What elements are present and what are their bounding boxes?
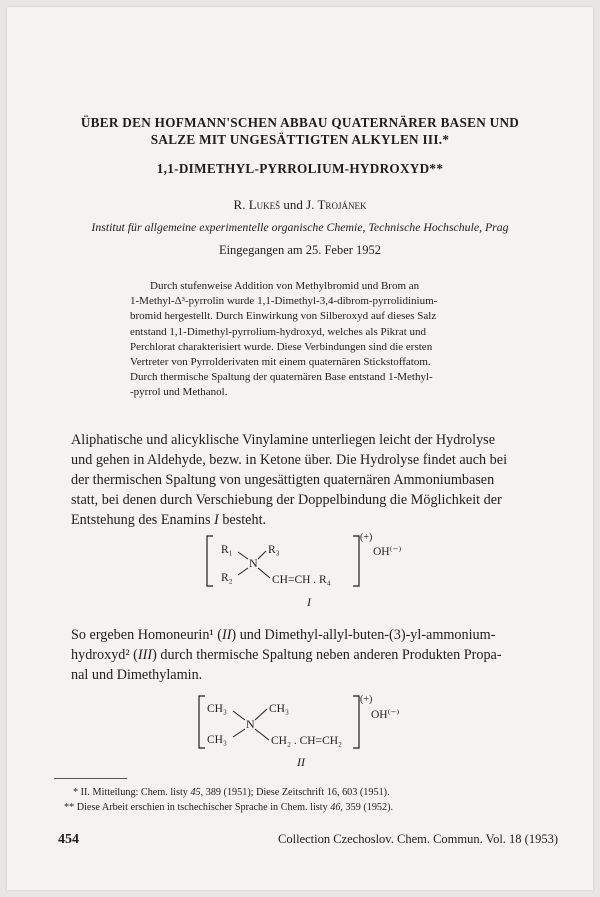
compound-ref-III: III (137, 647, 153, 663)
bond-r1-n (238, 552, 248, 559)
footnote-2 (64, 800, 544, 815)
body-text-run: besteht. (222, 512, 267, 528)
bond-r2-n (238, 568, 248, 575)
formula-label-I: I (307, 595, 311, 609)
formula-charge: (+) (360, 532, 373, 543)
authors-and: und (283, 197, 303, 212)
abstract-line: 1-Methyl-Δ³-pyrrolin wurde 1,1-Dimethyl-3,4-dibrom-pyrrolidinium- (130, 295, 438, 308)
footnote-1 (64, 785, 544, 800)
body-line (71, 625, 559, 645)
article-title (0, 114, 600, 148)
right-bracket (353, 696, 359, 748)
body-text-run: hydroxyd² ( (71, 647, 138, 663)
formula-r2: R₂ (221, 572, 233, 584)
right-bracket (353, 536, 359, 586)
journal-reference: Collection Czechoslov. Chem. Commun. Vol. 18 (1953) (278, 832, 558, 846)
compound-ref-II: II (221, 627, 232, 643)
bond-n-chain (255, 729, 269, 740)
body-text-run: ) durch thermische Spaltung neben anderen Produkten Propa- (152, 647, 502, 663)
footnote-text: 389 (1951); Diese Zeitschrift 16, 603 (1951). (205, 787, 390, 798)
body-line (71, 645, 559, 665)
body-line: Aliphatische und alicyklische Vinylamine unterliegen leicht der Hydrolyse (71, 432, 495, 448)
institute: Institut für allgemeine experimentelle organische Chemie, Technische Hochschule, Prag (91, 220, 509, 234)
paragraph-2 (71, 625, 559, 685)
body-line: nal und Dimethylamin. (71, 667, 203, 683)
bond-n-chain (258, 568, 270, 578)
footnote-volume: 46, (330, 802, 343, 813)
structure-formula-II (195, 690, 455, 777)
body-text-run: So ergeben Homoneurin¹ ( (71, 627, 222, 643)
author-lukes: R. Lukeš (233, 197, 281, 212)
title-line-1: ÜBER DEN HOFMANN'SCHEN ABBAU QUATERNÄRER BASEN UND (80, 115, 520, 130)
body-line: der thermischen Spaltung von ungesättigten quaternären Ammoniumbasen (71, 472, 495, 488)
formula-hydroxide: OH⁽⁻⁾ (371, 709, 400, 721)
paragraph-1 (71, 430, 559, 530)
formula-r1: R₁ (221, 544, 233, 556)
abstract-line: Durch thermische Spaltung der quaternären Base entstand 1-Methyl- (130, 371, 433, 384)
body-line (71, 510, 559, 530)
abstract (130, 279, 528, 401)
formula-nitrogen: N (249, 556, 258, 570)
footnotes (64, 785, 544, 815)
footnote-text: 359 (1952). (345, 802, 394, 813)
formula-nitrogen: N (246, 717, 255, 731)
formula-II-drawing (195, 690, 455, 772)
bond-ch3-n-bottom (233, 729, 245, 737)
left-bracket (199, 696, 205, 748)
body-line: und gehen in Aldehyde, bezw. in Ketone über. Die Hydrolyse findet auch bei (71, 452, 508, 468)
formula-I-drawing (195, 530, 445, 612)
bond-n-r3 (258, 551, 266, 559)
received-date: Eingegangen am 25. Feber 1952 (218, 243, 382, 257)
footnote-text: ** Diese Arbeit erschien in tschechischer Sprache in Chem. listy (64, 802, 328, 813)
structure-formula-I (195, 530, 445, 617)
abstract-line: Perchlorat charakterisiert wurde. Diese Verbindungen sind die ersten (130, 340, 433, 353)
formula-hydroxide: OH⁽⁻⁾ (373, 546, 402, 558)
compound-ref-I: I (214, 512, 219, 528)
footnote-volume: 45, (190, 787, 204, 798)
bond-ch3-n-top (233, 711, 245, 720)
formula-chain: CH₂ . CH=CH₂ (271, 735, 343, 747)
footnote-rule (54, 778, 127, 779)
body-text-run: Entstehung des Enamins (71, 512, 211, 528)
body-text-run: ) und Dimethyl-allyl-buten-(3)-yl-ammonium- (231, 627, 496, 643)
abstract-line: Durch stufenweise Addition von Methylbromid und Brom an (150, 280, 420, 292)
footnote-text: * II. Mitteilung: Chem. listy (73, 787, 188, 798)
article-subtitle: 1,1-DIMETHYL-PYRROLIUM-HYDROXYD** (156, 161, 444, 176)
formula-ch3-bottom-left: CH₃ (207, 734, 227, 746)
body-line: statt, bei denen durch Verschiebung der Doppelbindung die Möglichkeit der (71, 492, 502, 508)
bond-n-ch3-right (255, 709, 267, 720)
formula-charge: (+) (360, 694, 373, 705)
formula-r3: R₃ (268, 544, 280, 556)
abstract-line: bromid hergestellt. Durch Einwirkung von Silberoxyd auf dieses Salz (130, 310, 437, 323)
title-line-2: SALZE MIT UNGESÄTTIGTEN ALKYLEN III.* (150, 132, 450, 147)
formula-ch3-top-right: CH₃ (269, 703, 289, 715)
page-number: 454 (58, 832, 79, 847)
left-bracket (207, 536, 213, 586)
formula-chain: CH=CH . R₄ (272, 574, 331, 586)
author-trojanek: J. Trojánek (306, 197, 367, 212)
authors (0, 197, 600, 213)
abstract-line: Vertreter von Pyrrolderivaten mit einem quaternären Stickstoffatom. (130, 356, 431, 369)
formula-label-II: II (297, 755, 305, 769)
abstract-line: -pyrrol und Methanol. (130, 386, 228, 399)
formula-ch3-top-left: CH₃ (207, 703, 227, 715)
abstract-line: entstand 1,1-Dimethyl-pyrrolium-hydroxyd, welches als Pikrat und (130, 325, 427, 338)
